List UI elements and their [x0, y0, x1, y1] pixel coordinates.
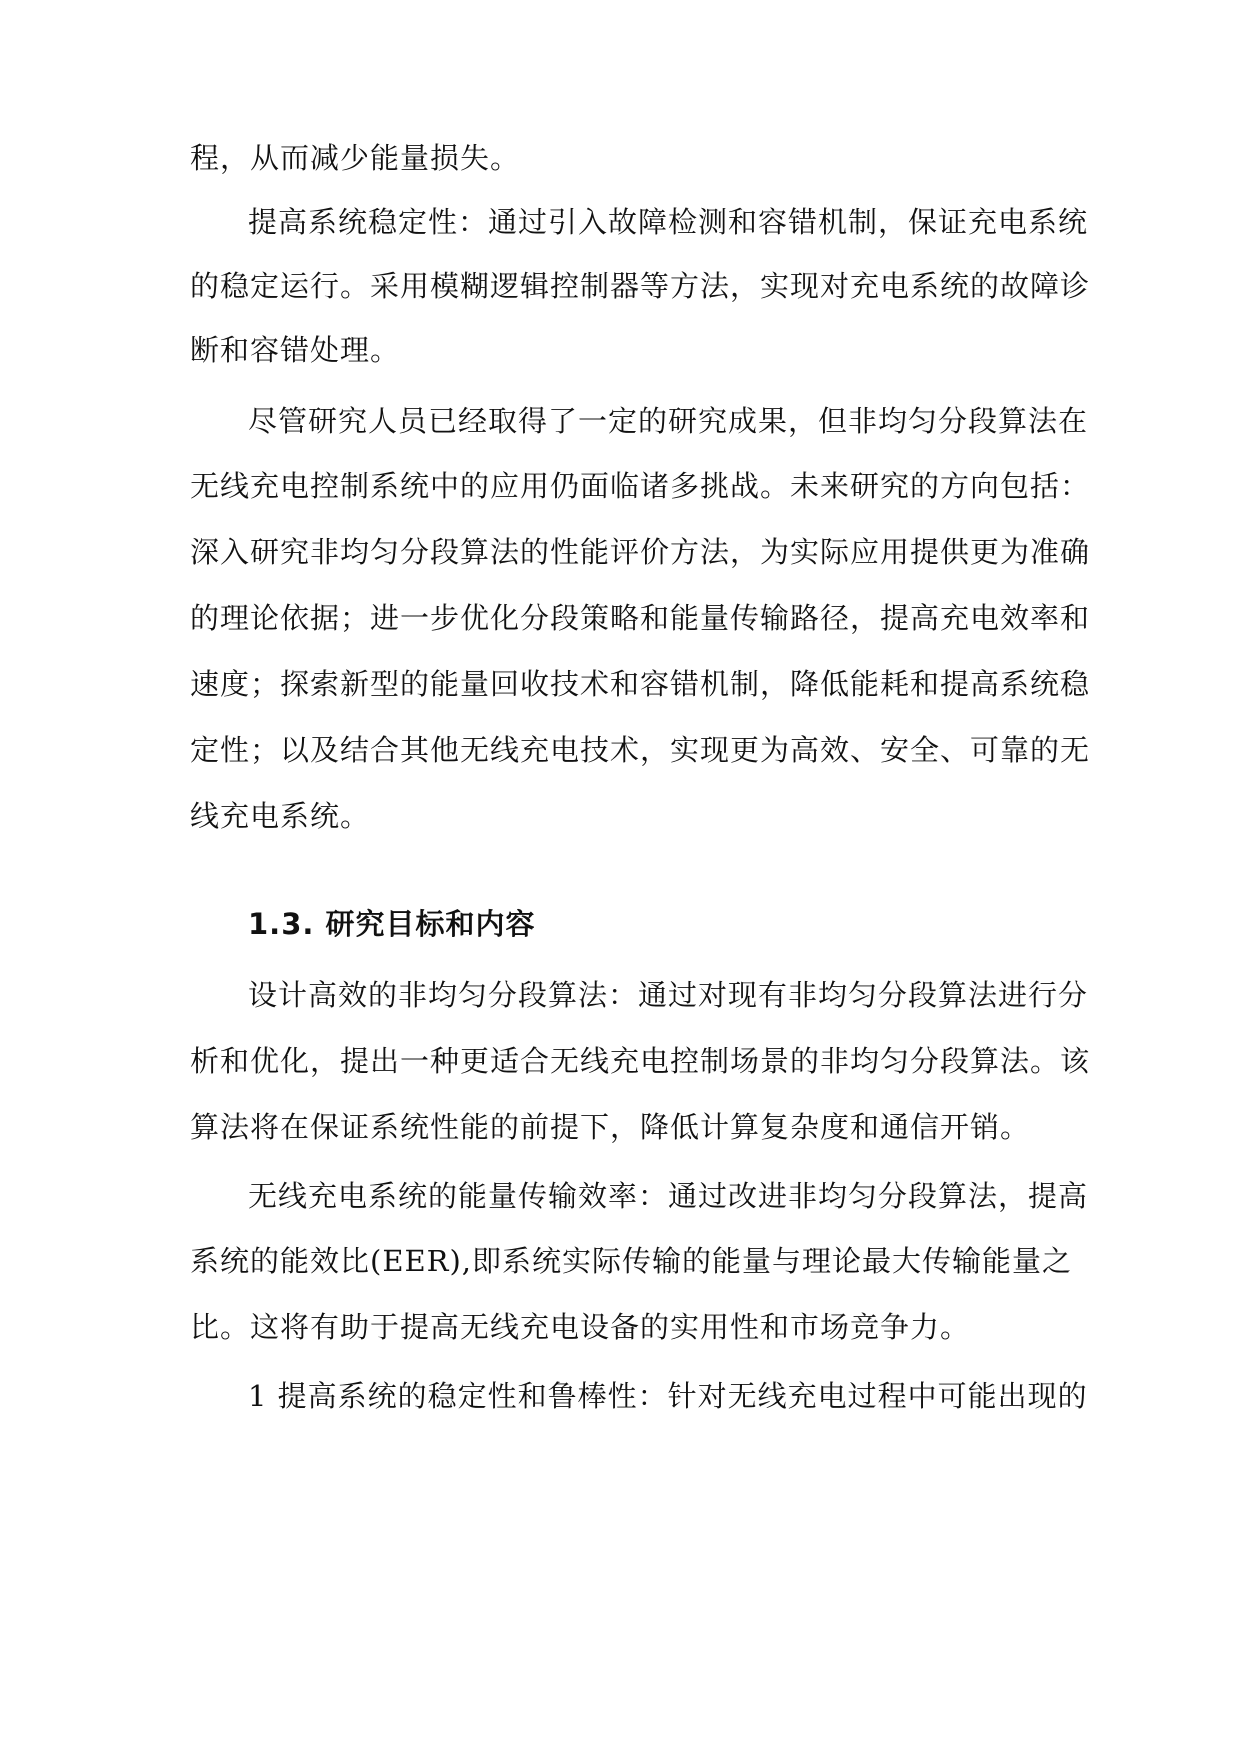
text-line: 比。这将有助于提高无线充电设备的实用性和市场竞争力。 — [190, 1310, 971, 1344]
text-line: 系统的能效比(EER),即系统实际传输的能量与理论最大传输能量之 — [190, 1244, 1073, 1278]
paragraph-line: 尽管研究人员已经取得了一定的研究成果，但非均匀分段算法在 — [248, 404, 1089, 438]
text-line: 算法将在保证系统性能的前提下，降低计算复杂度和通信开销。 — [190, 1110, 1031, 1144]
text-line: 的理论依据；进一步优化分段策略和能量传输路径，提高充电效率和 — [190, 601, 1091, 635]
text-line: 定性；以及结合其他无线充电技术，实现更为高效、安全、可靠的无 — [190, 733, 1091, 767]
text-line: 程，从而减少能量损失。 — [190, 141, 521, 175]
text-line: 深入研究非均匀分段算法的性能评价方法，为实际应用提供更为准确 — [190, 535, 1091, 569]
text-line: 速度；探索新型的能量回收技术和容错机制，降低能耗和提高系统稳 — [190, 667, 1091, 701]
section-heading: 1.3. 研究目标和内容 — [248, 907, 536, 941]
paragraph-line: 无线充电系统的能量传输效率：通过改进非均匀分段算法，提高 — [248, 1179, 1089, 1213]
text-line: 无线充电控制系统中的应用仍面临诸多挑战。未来研究的方向包括： — [190, 469, 1091, 503]
text-line: 线充电系统。 — [190, 799, 371, 833]
paragraph-line: 设计高效的非均匀分段算法：通过对现有非均匀分段算法进行分 — [248, 978, 1089, 1012]
text-line: 析和优化，提出一种更适合无线充电控制场景的非均匀分段算法。该 — [190, 1044, 1091, 1078]
text-line: 断和容错处理。 — [190, 333, 401, 367]
paragraph-line: 1 提高系统的稳定性和鲁棒性：针对无线充电过程中可能出现的 — [248, 1379, 1088, 1413]
paragraph-line: 提高系统稳定性：通过引入故障检测和容错机制，保证充电系统 — [248, 205, 1089, 239]
text-line: 的稳定运行。采用模糊逻辑控制器等方法，实现对充电系统的故障诊 — [190, 269, 1091, 303]
